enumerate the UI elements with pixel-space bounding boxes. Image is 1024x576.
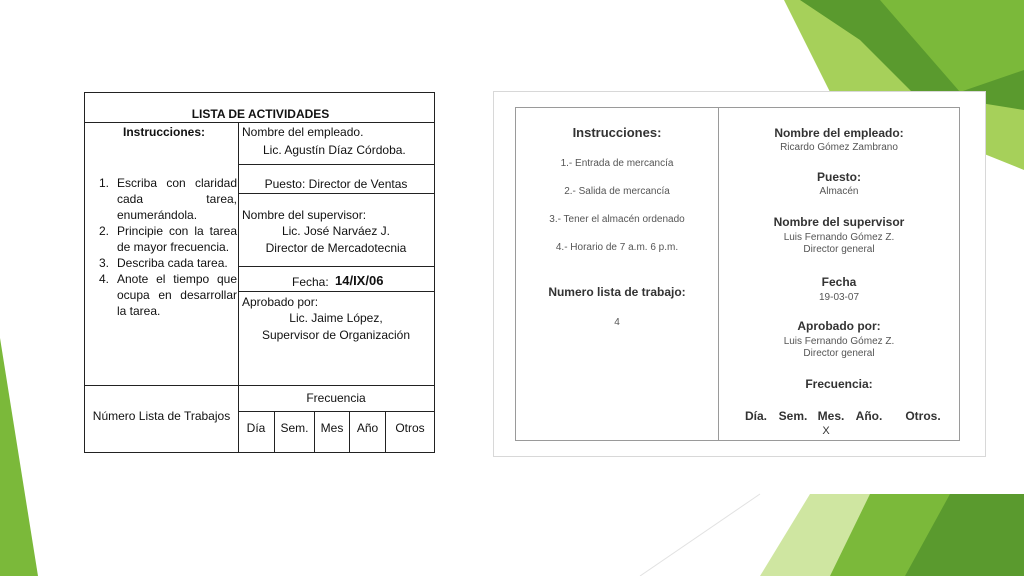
- work-list-label: Número Lista de Trabajos: [92, 409, 231, 423]
- item-number: 2.: [99, 224, 110, 238]
- freq-col-otros: Otros.: [905, 409, 941, 423]
- approved-title: Director general: [803, 348, 875, 359]
- instructions-list: [99, 175, 237, 319]
- freq-col-ano: Año.: [855, 409, 883, 423]
- form-title: LISTA DE ACTIVIDADES: [191, 107, 330, 121]
- item-text: Describa cada tarea.: [117, 256, 228, 270]
- approved-name: Lic. Jaime López,: [289, 311, 383, 325]
- frequency-label: Frecuencia:: [805, 377, 873, 391]
- frequency-top-divider: [85, 385, 434, 386]
- list-item: [99, 223, 237, 255]
- instruction-item: 2.- Salida de mercancía: [564, 186, 670, 197]
- work-list-value: 4: [614, 317, 620, 328]
- instructions-label: Instrucciones:: [123, 125, 206, 139]
- date-value: 14/IX/06: [335, 273, 384, 288]
- position-divider: [238, 193, 434, 194]
- date-label: Fecha:: [292, 275, 329, 289]
- instructions-label: Instrucciones:: [572, 125, 662, 140]
- date-divider: [238, 291, 434, 292]
- activity-list-form: [84, 92, 435, 453]
- employee-name: Lic. Agustín Díaz Córdoba.: [263, 143, 406, 157]
- work-list-form: [493, 91, 986, 457]
- employee-divider: [238, 164, 434, 165]
- item-number: 3.: [99, 256, 110, 270]
- work-list-label: Numero lista de trabajo:: [548, 285, 686, 299]
- item-number: 1.: [99, 176, 110, 190]
- position-label: Puesto:: [816, 170, 861, 184]
- approved-label: Aprobado por:: [242, 295, 319, 309]
- frequency-label: Frecuencia: [306, 391, 366, 405]
- decorative-thin-line: [640, 494, 760, 576]
- freq-col-otros: Otros: [395, 421, 425, 435]
- approved-title: Supervisor de Organización: [261, 328, 411, 342]
- supervisor-name: Lic. José Narváez J.: [281, 224, 391, 238]
- freq-col-ano: Año: [356, 421, 379, 435]
- employee-name: Ricardo Gómez Zambrano: [780, 142, 898, 153]
- item-number: 4.: [99, 272, 110, 286]
- work-list-form-frame: [515, 107, 960, 441]
- supervisor-title: Director de Mercadotecnia: [265, 241, 407, 255]
- instruction-item: 4.- Horario de 7 a.m. 6 p.m.: [555, 242, 679, 253]
- supervisor-label: Nombre del supervisor: [773, 215, 905, 229]
- supervisor-title: Director general: [803, 244, 875, 255]
- list-item: [99, 271, 237, 319]
- freq-col-dia: Día: [246, 421, 266, 435]
- employee-label: Nombre del empleado.: [242, 125, 364, 139]
- item-text: Anote el tiempo que ocupa en desarrollar la tarea.: [117, 272, 237, 318]
- supervisor-label: Nombre del supervisor:: [242, 208, 367, 222]
- left-green-shard: [0, 338, 38, 576]
- instruction-item: 1.- Entrada de mercancía: [560, 158, 674, 169]
- supervisor-name: Luis Fernando Gómez Z.: [783, 232, 895, 243]
- freq-col-dia: Día.: [744, 409, 767, 423]
- freq-col-mes: Mes: [320, 421, 344, 435]
- date-value: 19-03-07: [818, 292, 860, 303]
- freq-col-mes: Mes.: [817, 409, 845, 423]
- position-text: Puesto: Director de Ventas: [264, 177, 408, 191]
- position-value: Almacén: [819, 186, 859, 197]
- instruction-item: 3.- Tener el almacén ordenado: [549, 214, 685, 225]
- employee-label: Nombre del empleado:: [774, 126, 904, 140]
- item-text: Principie con la tarea de mayor frecuencia.: [117, 224, 237, 254]
- frequency-header-divider: [238, 411, 434, 412]
- approved-name: Luis Fernando Gómez Z.: [783, 336, 895, 347]
- date-label: Fecha: [821, 275, 857, 289]
- list-item: [99, 175, 237, 223]
- approved-label: Aprobado por:: [797, 319, 881, 333]
- frequency-mark: X: [822, 425, 830, 437]
- supervisor-divider: [238, 266, 434, 267]
- title-divider: [85, 122, 434, 123]
- item-text: Escriba con claridad cada tarea, enumerándola.: [117, 176, 237, 222]
- freq-col-sem: Sem.: [280, 421, 309, 435]
- freq-col-sem: Sem.: [778, 409, 808, 423]
- list-item: [99, 255, 237, 271]
